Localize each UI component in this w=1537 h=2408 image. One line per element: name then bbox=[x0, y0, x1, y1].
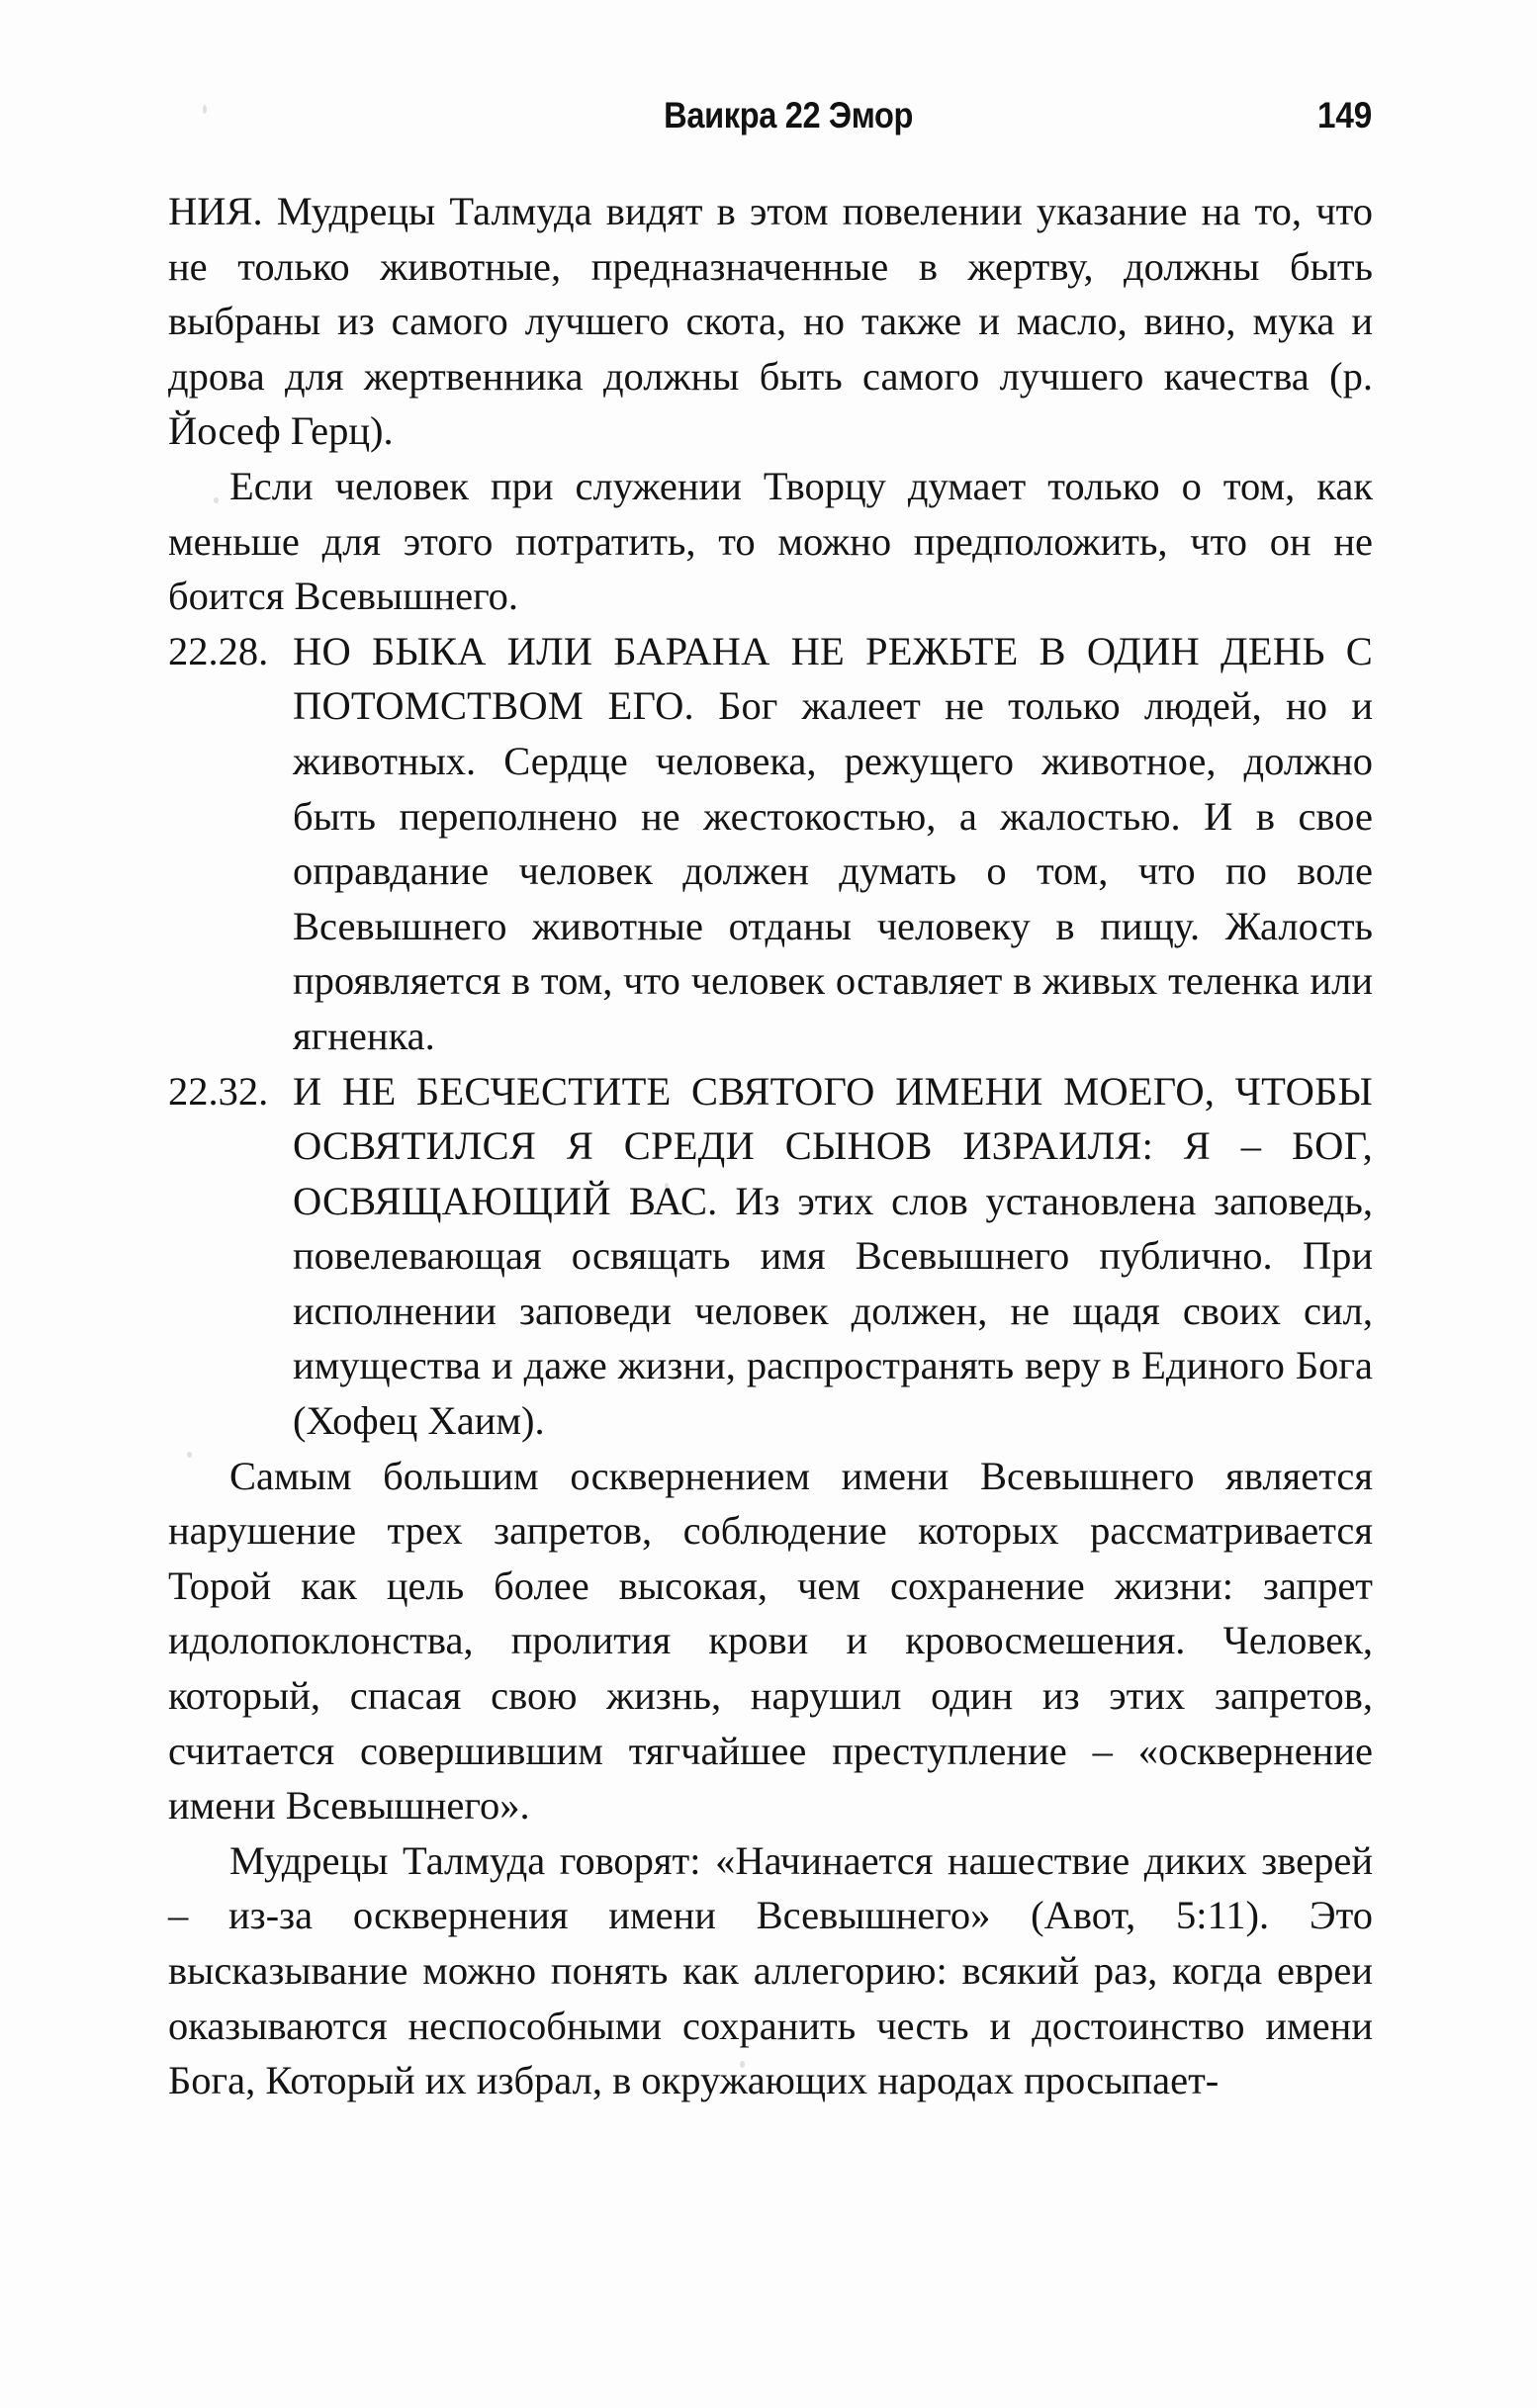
verse-number: 22.28. bbox=[168, 628, 269, 673]
verse-block-22-32 bbox=[168, 1064, 1373, 1449]
running-head-title: Ваикра 22 Эмор bbox=[664, 95, 913, 135]
running-head bbox=[198, 95, 1379, 146]
text-column bbox=[168, 184, 1373, 2108]
paragraph: Мудрецы Талмуда говорят: «Начинается нашествие диких зверей – из-за осквернения имени Всевышнего» (Авот, 5:11). Это высказывание можно понять как аллегорию: всякий раз, когда евреи оказываются неспособными сохранить честь и достоинство имени Бога, Который их избрал, в окружающих народах просыпает- bbox=[168, 1837, 1373, 2103]
verse-number: 22.32. bbox=[168, 1068, 269, 1114]
verse-block-22-28 bbox=[168, 624, 1373, 1064]
verse-scripture: НО БЫКА ИЛИ БАРАНА НЕ РЕЖЬТЕ В ОДИН ДЕНЬ С ПОТОМСТВОМ ЕГО. bbox=[293, 628, 1373, 729]
verse-commentary: Бог жалеет не только людей, но и животных. Сердце человека, режущего животное, должно быть переполнено не жестокостью, а жалостью. И в свое оправдание человек должен думать о том, что по воле Всевышнего животные отданы человеку в пищу. Жалость проявляется в том, что человек оставляет в живых теленка или ягненка. bbox=[293, 683, 1373, 1058]
verse-commentary: Из этих слов установлена заповедь, повелевающая освящать имя Всевышнего публично. При исполнении заповеди человек должен, не щадя своих сил, имущества и даже жизни, распространять веру в Единого Бога (Хофец Хаим). bbox=[293, 1178, 1373, 1444]
page-number: 149 bbox=[1316, 95, 1372, 135]
paragraph: Если человек при служении Творцу думает только о том, как меньше для этого потратить, то можно предположить, что он не боится Всевышнего. bbox=[168, 463, 1373, 619]
paragraph: Самым большим осквернением имени Всевышнего является нарушение трех запретов, соблюдение которых рассматривается Торой как цель более высокая, чем сохранение жизни: запрет идолопоклонства, пролития крови и кровосмешения. Человек, который, спасая свою жизнь, нарушил один из этих запретов, считается совершившим тягчайшее преступление – «осквернение имени Всевышнего». bbox=[168, 1453, 1373, 1828]
paragraph-continuation: НИЯ. Мудрецы Талмуда видят в этом повелении указание на то, что не только животные, предназначенные в жертву, должны быть выбраны из самого лучшего скота, но также и масло, вино, мука и дрова для жертвенника должны быть самого лучшего качества (р. Йосеф Герц). bbox=[168, 189, 1373, 454]
verse-scripture: И НЕ БЕСЧЕСТИТЕ СВЯТОГО ИМЕНИ МОЕГО, ЧТОБЫ ОСВЯТИЛСЯ Я СРЕДИ СЫНОВ ИЗРАИЛЯ: Я – БОГ, ОСВЯЩАЮЩИЙ ВАС. bbox=[293, 1068, 1373, 1223]
